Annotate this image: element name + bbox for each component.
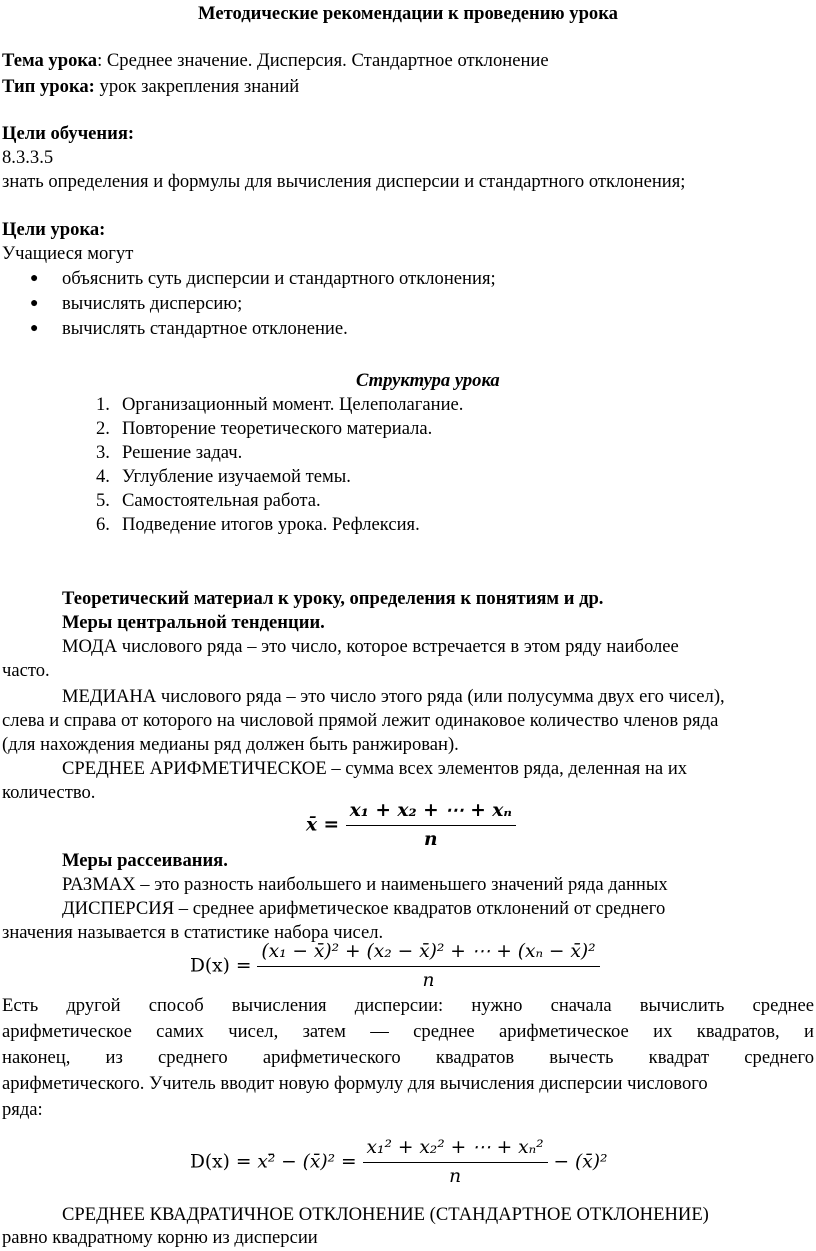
variance-formula-denominator: n	[422, 970, 435, 991]
item-number: 5.	[96, 490, 110, 511]
variance2-middle: x²̄ − (x̄)² =	[257, 1151, 357, 1173]
alt-method-line5: ряда:	[2, 1099, 43, 1120]
bullet-icon: ●	[30, 296, 39, 311]
median-definition-line1: МЕДИАНА числового ряда – это число этого ряда (или полусумма двух его чисел),	[62, 686, 725, 707]
median-definition-line3: (для нахождения медианы ряд должен быть ранжирован).	[2, 734, 459, 755]
dispersion-measures-heading: Меры рассеивания.	[62, 850, 228, 871]
lesson-type-label: Тип урока:	[2, 76, 95, 97]
range-definition: РАЗМАХ – это разность наибольшего и наименьшего значений ряда данных	[62, 874, 668, 895]
variance-formula	[190, 940, 600, 993]
item-number: 3.	[96, 442, 110, 463]
variance2-numerator: x₁² + x₂² + ⋯ + xₙ²	[363, 1136, 548, 1163]
item-text: Организационный момент. Целеполагание.	[122, 394, 464, 415]
document-title: Методические рекомендации к проведению урока	[198, 3, 618, 24]
alt-method-line4: арифметического. Учитель вводит новую формулу для вычисления дисперсии числового	[2, 1073, 708, 1094]
median-definition-line2: слева и справа от которого на числовой прямой лежит одинаковое количество членов ряда	[2, 710, 719, 731]
learning-goals-code: 8.3.3.5	[2, 147, 54, 168]
variance-formula-fraction	[257, 940, 599, 993]
item-text: Решение задач.	[122, 442, 243, 463]
variance2-tail: − (x̄)²	[553, 1151, 608, 1173]
bullet-icon: ●	[30, 321, 39, 336]
goal-text: вычислять стандартное отклонение.	[62, 318, 348, 339]
topic-label: Тема урока	[2, 50, 98, 71]
central-tendency-heading: Меры центральной тенденции.	[62, 612, 325, 633]
learning-goals-heading: Цели обучения:	[2, 123, 135, 144]
mean-definition-line1: СРЕДНЕЕ АРИФМЕТИЧЕСКОЕ – сумма всех элементов ряда, деленная на их	[62, 758, 688, 779]
mean-formula-lhs: x̄ =	[306, 814, 340, 836]
item-number: 1.	[96, 394, 110, 415]
mean-definition-line2: количество.	[2, 782, 96, 803]
variance-definition-line1: ДИСПЕРСИЯ – среднее арифметическое квадратов отклонений от среднего	[62, 898, 666, 919]
bullet-icon: ●	[30, 271, 39, 286]
std-deviation-line2: равно квадратному корню из дисперсии	[2, 1227, 318, 1248]
topic-value: : Среднее значение. Дисперсия. Стандартное отклонение	[97, 50, 549, 71]
item-text: Подведение итогов урока. Рефлексия.	[122, 514, 420, 535]
item-number: 4.	[96, 466, 110, 487]
structure-heading: Структура урока	[356, 370, 500, 391]
variance-formula-numerator: (x₁ − x̄)² + (x₂ − x̄)² + ⋯ + (xₙ − x̄)²	[257, 940, 599, 967]
mean-formula-fraction	[346, 799, 516, 852]
std-deviation-line1: СРЕДНЕЕ КВАДРАТИЧНОЕ ОТКЛОНЕНИЕ (СТАНДАРТНОЕ ОТКЛОНЕНИЕ)	[62, 1204, 709, 1225]
alt-method-line2: арифметическое самих чисел, затем — среднее арифметическое их квадратов, и	[2, 1021, 814, 1042]
topic-line	[2, 49, 549, 73]
lesson-type-line	[2, 75, 299, 99]
alt-method-line3: наконец, из среднего арифметического квадратов вычесть квадрат среднего	[2, 1047, 814, 1068]
mean-formula	[306, 799, 516, 852]
theory-heading: Теоретический материал к уроку, определения к понятиям и др.	[62, 588, 604, 609]
item-text: Повторение теоретического материала.	[122, 418, 433, 439]
lesson-goals-intro: Учащиеся могут	[2, 243, 134, 264]
mean-formula-denominator: n	[423, 829, 438, 850]
variance-definition-line2: значения называется в статистике набора чисел.	[2, 922, 384, 943]
item-text: Углубление изучаемой темы.	[122, 466, 351, 487]
learning-goals-text: знать определения и формулы для вычисления дисперсии и стандартного отклонения;	[2, 171, 686, 192]
variance2-lhs: D(x) =	[190, 1151, 252, 1173]
item-number: 2.	[96, 418, 110, 439]
lesson-type-value: урок закрепления знаний	[94, 76, 300, 97]
variance-formula-lhs: D(x) =	[190, 955, 252, 977]
alt-method-line1: Есть другой способ вычисления дисперсии: нужно сначала вычислить среднее	[2, 995, 814, 1016]
goal-text: вычислять дисперсию;	[62, 293, 243, 314]
variance-formula-2	[190, 1136, 607, 1189]
item-number: 6.	[96, 514, 110, 535]
item-text: Самостоятельная работа.	[122, 490, 321, 511]
lesson-goals-heading: Цели урока:	[2, 219, 106, 240]
mode-definition-line1: МОДА числового ряда – это число, которое встречается в этом ряду наиболее	[62, 636, 679, 657]
variance2-denominator: n	[449, 1166, 462, 1187]
variance2-fraction	[363, 1136, 548, 1189]
mean-formula-numerator: x₁ + x₂ + ⋯ + xₙ	[346, 799, 516, 826]
goal-text: объяснить суть дисперсии и стандартного отклонения;	[62, 268, 496, 289]
mode-definition-line2: часто.	[2, 660, 50, 681]
